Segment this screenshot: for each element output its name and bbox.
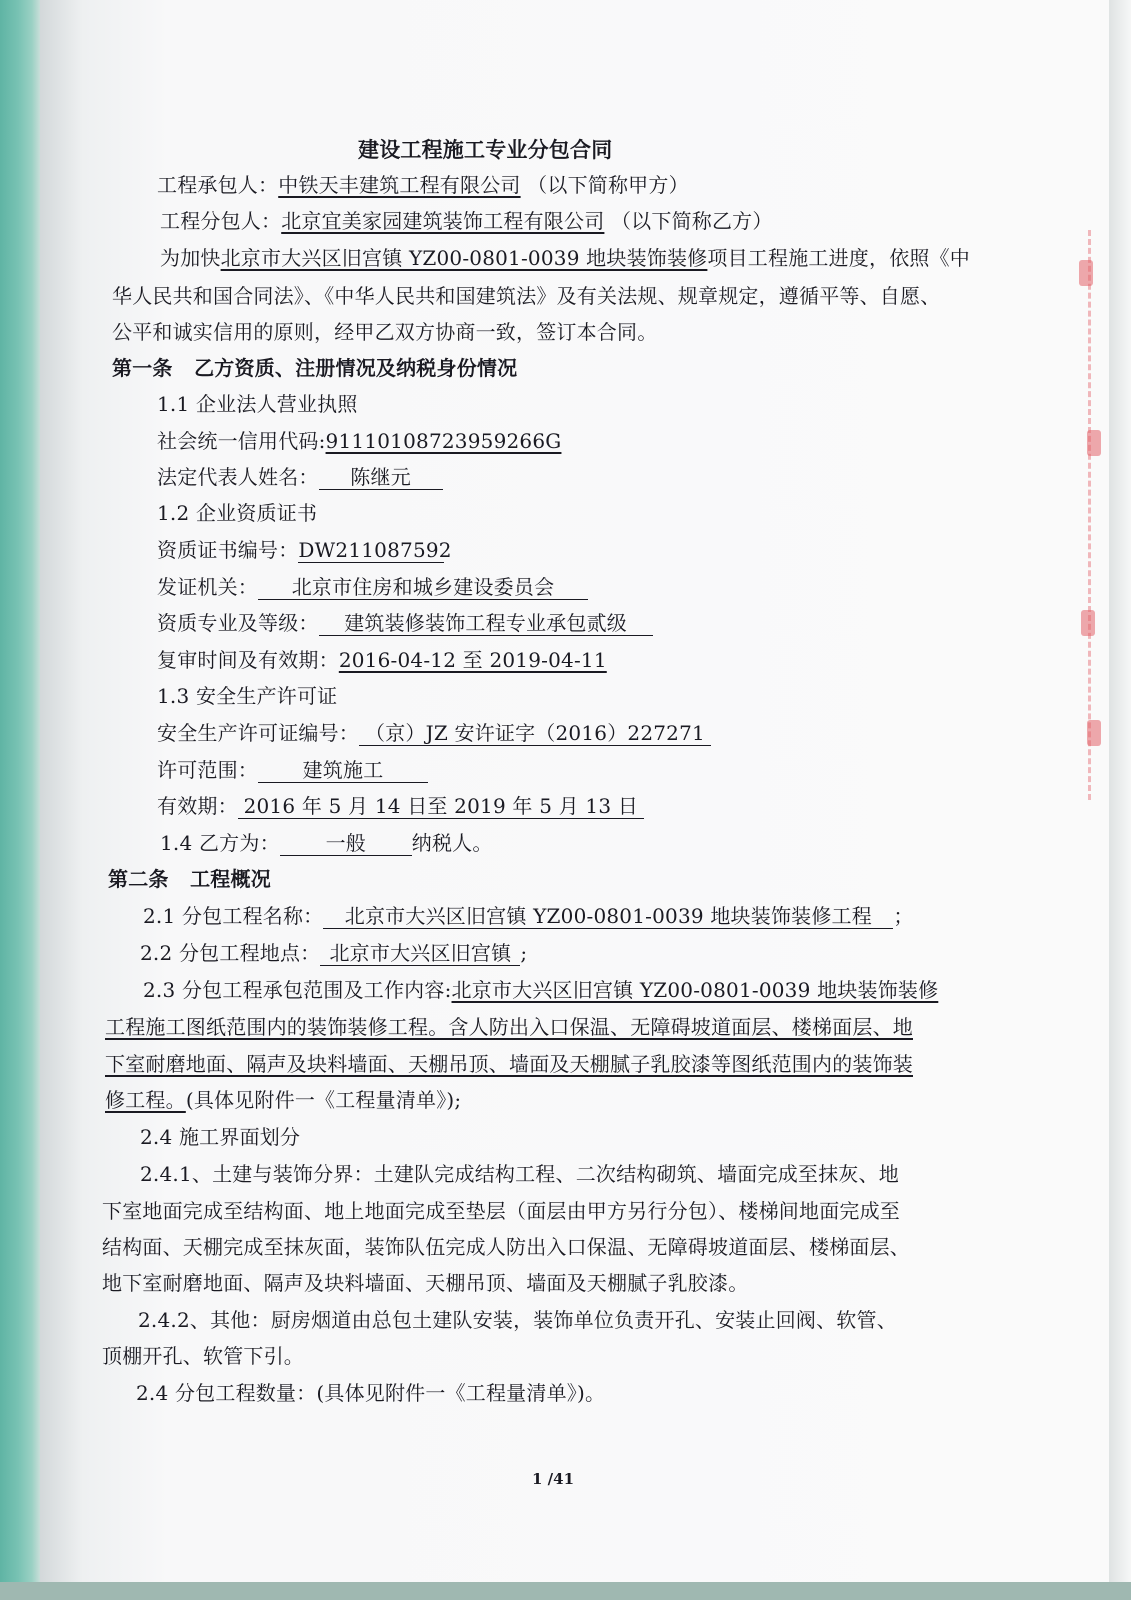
permit-validity-value: 2016 年 5 月 14 日至 2019 年 5 月 13 日 [238,794,644,819]
grade-value: 建筑装修装饰工程专业承包贰级 [319,611,653,636]
binder-edge [0,0,40,1600]
article-1-number: 第一条 [112,356,173,380]
article-1-title: 乙方资质、注册情况及纳税身份情况 [194,356,518,380]
seal-mark [1081,610,1095,636]
scope-line-4 [105,1087,461,1113]
seal-stamp-edge [1088,230,1121,800]
scope-label: 2.3 分包工程承包范围及工作内容: [143,978,452,1002]
issuer-value: 北京市住房和城乡建设委员会 [258,575,588,600]
scope-appendix-ref: (具体见附件一《工程量清单》); [185,1088,462,1112]
grade-line [157,610,653,636]
article-2-number: 第二条 [108,867,169,891]
document-title: 建设工程施工专业分包合同 [358,137,613,162]
seal-mark [1087,430,1101,456]
project-site-value: 北京市大兴区旧宫镇 [320,941,520,966]
intro-line-3: 公平和诚实信用的原则，经甲乙双方协商一致，签订本合同。 [112,320,658,344]
interface-line-2: 下室地面完成至结构面、地上地面完成至垫层（面层由甲方另行分包）、楼梯间地面完成至 [102,1199,900,1223]
permit-number-label: 安全生产许可证编号： [157,721,359,745]
credit-code-line [157,428,561,454]
project-name-value: 北京市大兴区旧宫镇 YZ00-0801-0039 地块装饰装修工程 [323,904,893,929]
issuer-label: 发证机关： [157,575,258,599]
quantity-line: 2.4 分包工程数量：(具体见附件一《工程量清单》)。 [136,1381,606,1405]
other-line-2: 顶棚开孔、软管下引。 [102,1344,304,1368]
project-name-line [143,903,914,929]
credit-code-label: 社会统一信用代码: [157,429,326,453]
credit-code-value: 91110108723959266G [325,429,562,453]
interface-line-3: 结构面、天棚完成至抹灰面，装饰队伍完成人防出入口保温、无障碍坡道面层、楼梯面层、 [102,1235,910,1259]
article-2-title: 工程概况 [190,867,271,891]
section-1-2: 1.2 企业资质证书 [157,501,318,525]
taxpayer-suffix: 纳税人。 [411,831,493,855]
section-1-3: 1.3 安全生产许可证 [157,684,338,708]
scope-line-3: 下室耐磨地面、隔声及块料墙面、天棚吊顶、墙面及天棚腻子乳胶漆等图纸范围内的装饰装 [105,1052,913,1076]
article-2-heading [108,866,271,892]
permit-scope-label: 许可范围： [157,758,258,782]
intro-suffix: 项目工程施工进度，依照《中 [707,246,970,270]
legal-rep-label: 法定代表人姓名： [157,465,319,489]
intro-line-1 [160,245,970,271]
intro-project-name: 北京市大兴区旧宫镇 YZ00-0801-0039 地块装饰装修 [220,246,708,270]
contractor-label: 工程承包人： [157,173,279,197]
subcontractor-line [160,208,773,234]
contractor-name: 中铁天丰建筑工程有限公司 [278,173,521,197]
article-1-heading [112,355,517,381]
scope-text-4: 修工程。 [105,1088,186,1112]
contractor-line [157,172,689,198]
scope-line-1 [143,977,938,1003]
permit-validity-line [157,793,644,819]
permit-scope-value: 建筑施工 [258,758,428,783]
cert-number-line [157,537,452,563]
review-label: 复审时间及有效期： [157,648,339,672]
project-site-label: 2.2 分包工程地点： [140,941,321,965]
permit-validity-label: 有效期： [157,794,238,818]
subcontractor-suffix: （以下简称乙方） [610,209,773,233]
scope-text-1: 北京市大兴区旧宫镇 YZ00-0801-0039 地块装饰装修 [451,978,939,1002]
contractor-suffix: （以下简称甲方） [527,173,689,197]
scope-line-2: 工程施工图纸范围内的装饰装修工程。含人防出入口保温、无障碍坡道面层、楼梯面层、地 [105,1015,913,1039]
project-name-end: ； [893,904,914,928]
taxpayer-line [160,830,493,856]
permit-number-value: （京）JZ 安许证字（2016）227271 [359,721,711,746]
seal-mark [1087,720,1101,746]
taxpayer-label: 1.4 乙方为： [160,831,280,855]
grade-label: 资质专业及等级： [157,611,319,635]
scan-bottom-edge [0,1582,1131,1600]
interface-line-1: 2.4.1、土建与装饰分界：土建队完成结构工程、二次结构砌筑、墙面完成至抹灰、地 [140,1162,899,1186]
subcontractor-label: 工程分包人： [160,209,282,233]
cert-number-label: 资质证书编号： [157,538,299,562]
intro-line-2: 华人民共和国合同法》、《中华人民共和国建筑法》及有关法规、规章规定，遵循平等、自愿、 [112,284,941,308]
legal-rep-line [157,464,443,490]
other-line-1: 2.4.2、其他：厨房烟道由总包土建队安装，装饰单位负责开孔、安装止回阀、软管、 [138,1308,897,1332]
issuer-line [157,574,588,600]
project-site-end: ; [520,941,528,965]
review-value: 2016-04-12 至 2019-04-11 [338,648,607,672]
review-line [157,647,607,673]
interface-line-4: 地下室耐磨地面、隔声及块料墙面、天棚吊顶、墙面及天棚腻子乳胶漆。 [102,1271,749,1295]
intro-prefix: 为加快 [160,246,221,270]
cert-number-value: DW211087592 [298,538,452,562]
page-number: 1 /41 [532,1470,575,1488]
legal-rep-value: 陈继元 [319,465,443,490]
seal-mark [1079,260,1093,286]
section-2-4: 2.4 施工界面划分 [140,1125,301,1149]
section-1-1: 1.1 企业法人营业执照 [157,392,358,416]
permit-number-line [157,720,711,746]
project-site-line [140,940,527,966]
taxpayer-value: 一般 [280,831,412,856]
permit-scope-line [157,757,428,783]
project-name-label: 2.1 分包工程名称： [143,904,324,928]
subcontractor-name: 北京宜美家园建筑装饰工程有限公司 [281,209,605,233]
